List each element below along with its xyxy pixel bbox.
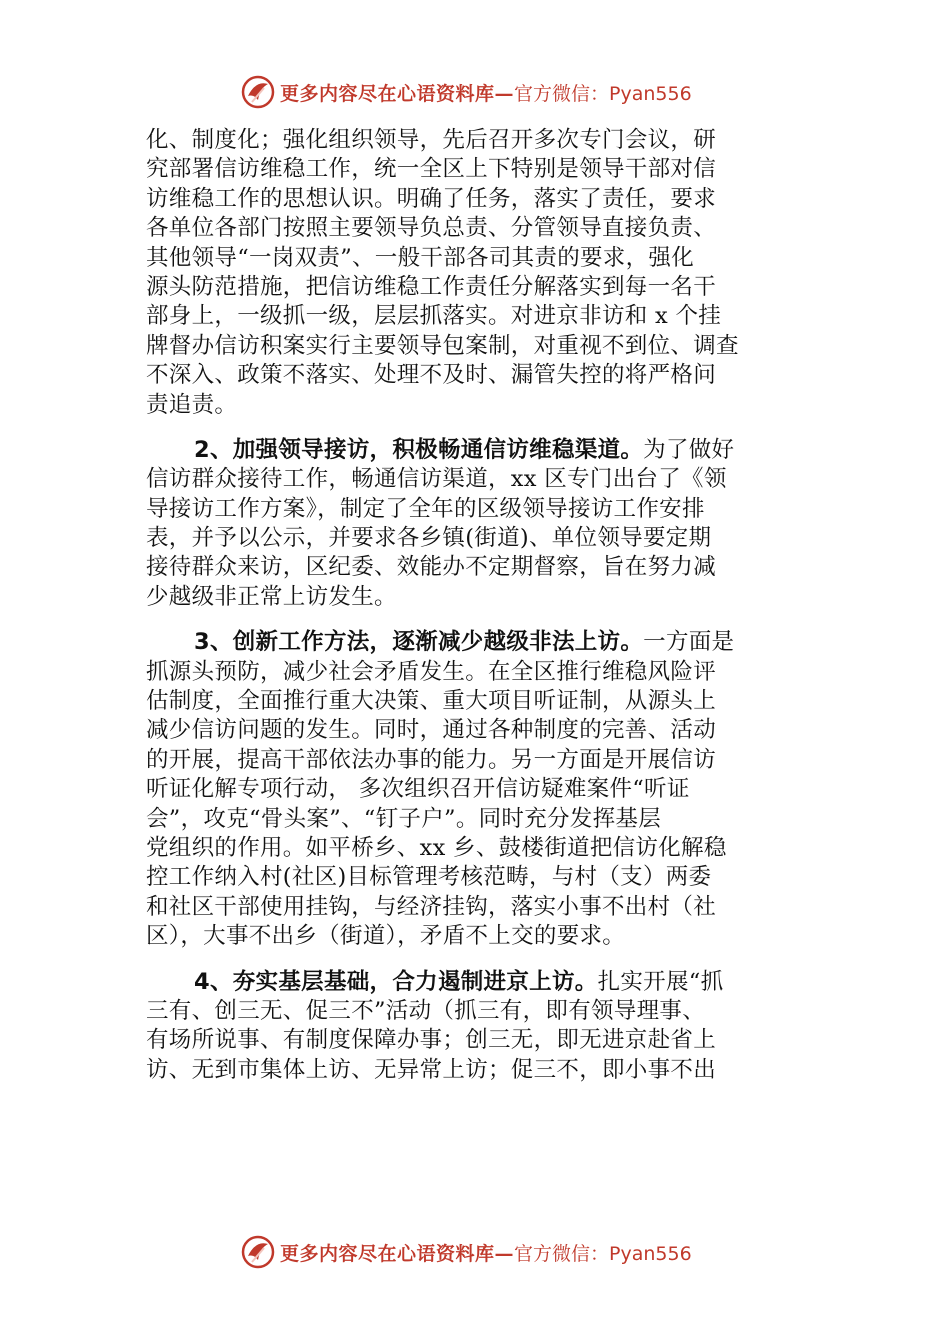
text-line: 为了做好 xyxy=(643,436,735,463)
text-line: 责追责。 xyxy=(146,391,238,418)
logo-icon xyxy=(240,1234,276,1270)
text-line: 减少信访问题的发生。同时，通过各种制度的完善、活动 xyxy=(146,717,717,744)
text-line: 不深入、政策不落实、处理不及时、漏管失控的将严格问 xyxy=(146,362,717,389)
text-line: 三有、创三无、促三不”活动（抓三有，即有领导理事、 xyxy=(146,997,706,1024)
text-line: 部身上，一级抓一级，层层抓落实。对进京非访和 x 个挂 xyxy=(146,303,722,330)
paragraph-1 xyxy=(146,126,810,420)
text-line: 化、制度化；强化组织领导，先后召开多次专门会议，研 xyxy=(146,127,717,153)
text-line: 会”，攻克“骨头案”、“钉子户”。同时充分发挥基层 xyxy=(146,805,662,832)
text-line: 一方面是 xyxy=(643,629,735,656)
text-line: 控工作纳入村(社区)目标管理考核范畴，与村（支）两委 xyxy=(146,864,712,891)
text-line: 少越级非正常上访发生。 xyxy=(146,583,397,610)
text-line: 各单位各部门按照主要领导负总责、分管领导直接负责、 xyxy=(146,215,717,242)
text-line: 源头防范措施，把信访维稳工作责任分解落实到每一名干 xyxy=(146,273,717,300)
paragraph-3 xyxy=(146,628,810,951)
text-line: 抓源头预防，减少社会矛盾发生。在全区推行维稳风险评 xyxy=(146,658,717,685)
text-line: 信访群众接待工作，畅通信访渠道，xx 区专门出台了《领 xyxy=(146,466,727,493)
text-line: 访维稳工作的思想认识。明确了任务，落实了责任，要求 xyxy=(146,185,717,212)
watermark-wechat: 官方微信：Pyan556 xyxy=(514,82,692,105)
text-line: 有场所说事、有制度保障办事；创三无，即无进京赴省上 xyxy=(146,1027,717,1054)
text-line: 扎实开展“抓 xyxy=(597,968,724,995)
watermark-text: 更多内容尽在心语资料库— xyxy=(280,1242,515,1265)
text-line: 的开展，提高干部依法办事的能力。另一方面是开展信访 xyxy=(146,746,717,773)
watermark-wechat: 官方微信：Pyan556 xyxy=(514,1242,692,1265)
watermark-text: 更多内容尽在心语资料库— xyxy=(280,82,515,105)
text-line: 区），大事不出乡（街道），矛盾不上交的要求。 xyxy=(146,923,626,950)
text-line: 和社区干部使用挂钩，与经济挂钩，落实小事不出村（社 xyxy=(146,893,717,920)
logo-icon xyxy=(240,74,276,110)
text-line: 其他领导“一岗双责”、一般干部各司其责的要求，强化 xyxy=(146,244,695,271)
text-line: 党组织的作用。如平桥乡、xx 乡、鼓楼街道把信访化解稳 xyxy=(146,834,727,861)
text-line: 表，并予以公示，并要求各乡镇(街道)、单位领导要定期 xyxy=(146,525,712,552)
section-heading: 3、创新工作方法，逐渐减少越级非法上访。 xyxy=(194,629,644,656)
watermark-banner-top xyxy=(240,72,692,112)
watermark-banner-bottom xyxy=(240,1232,692,1272)
text-line: 导接访工作方案》，制定了全年的区级领导接访工作安排 xyxy=(146,495,705,522)
document-body xyxy=(146,126,810,1085)
text-line: 牌督办信访积案实行主要领导包案制，对重视不到位、调查 xyxy=(146,332,739,359)
paragraph-4 xyxy=(146,968,810,1086)
text-line: 究部署信访维稳工作，统一全区上下特别是领导干部对信 xyxy=(146,156,717,183)
text-line: 接待群众来访，区纪委、效能办不定期督察，旨在努力减 xyxy=(146,554,717,581)
text-line: 访、无到市集体上访、无异常上访；促三不，即小事不出 xyxy=(146,1056,717,1083)
text-line: 估制度，全面推行重大决策、重大项目听证制，从源头上 xyxy=(146,688,717,715)
text-line: 听证化解专项行动， 多次组织召开信访疑难案件“听证 xyxy=(146,776,690,803)
section-heading: 2、加强领导接访，积极畅通信访维稳渠道。 xyxy=(194,436,644,463)
paragraph-2 xyxy=(146,436,810,612)
section-heading: 4、夯实基层基础，合力遏制进京上访。 xyxy=(194,968,598,995)
